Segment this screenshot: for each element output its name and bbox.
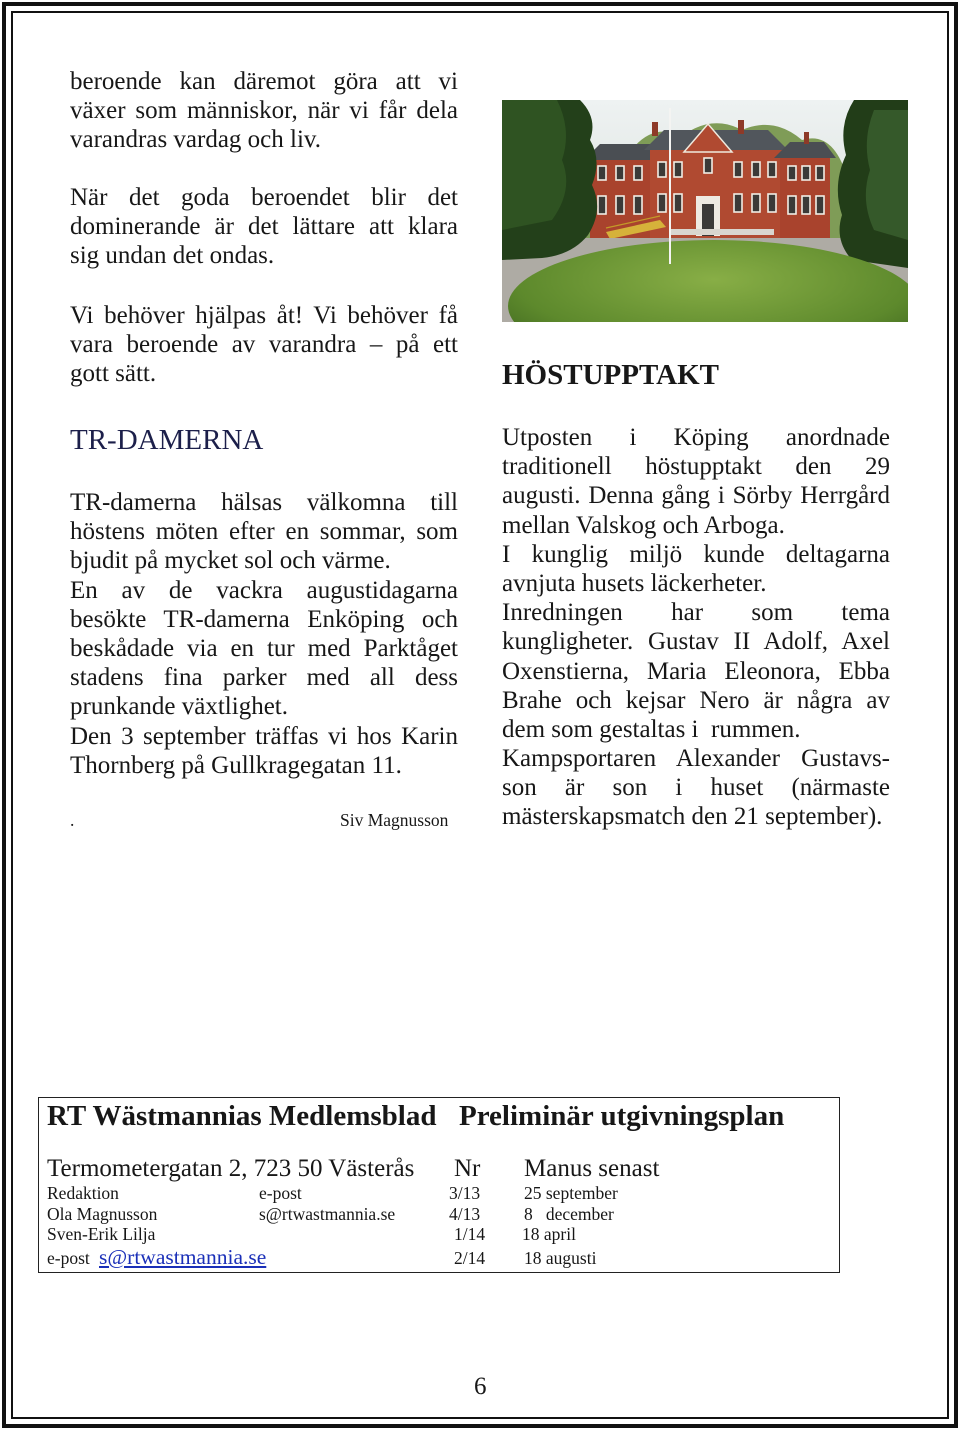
email-link[interactable]: s@rtwastmannia.se [99, 1245, 267, 1269]
plan-row-nr: 4/13 [449, 1204, 481, 1224]
plan-row-label: Sven-Erik Lilja [47, 1224, 156, 1244]
text-line: vara beroende av varandra – på ett [70, 331, 458, 359]
intro-paragraph [70, 183, 458, 271]
plan-row-label: Redaktion [47, 1183, 119, 1203]
text-line: augusti. Denna gång i Sörby Herrgård [502, 482, 890, 510]
plan-title: RT Wästmannias Medlemsblad [47, 1100, 437, 1132]
hostupptakt-article [502, 423, 890, 832]
plan-row [39, 1183, 839, 1204]
text-line: Inredningen har som tema [502, 599, 890, 627]
text-line: växer som människor, när vi får dela [70, 97, 458, 125]
intro-paragraph [70, 301, 458, 389]
text-line: kungligheter. Gustav II Adolf, Axel [502, 628, 890, 656]
signature-mark: . [70, 810, 75, 830]
plan-row-label: e-post [47, 1248, 90, 1268]
text-line: Den 3 september träffas vi hos Karin [70, 722, 458, 750]
page-number: 6 [474, 1373, 487, 1400]
intro-paragraph [70, 67, 458, 155]
text-line: Vi behöver hjälpas åt! Vi behöver få [70, 302, 458, 329]
text-line: Utposten i Köping anordnade [502, 424, 890, 451]
plan-row-nr: 2/14 [454, 1248, 486, 1268]
text-line: TR-damerna hälsas välkomna till [70, 489, 458, 516]
text-line: varandras vardag och liv. [70, 126, 322, 154]
text-line: beroende kan däremot göra att vi [70, 68, 458, 95]
plan-row-deadline: 18 april [522, 1224, 576, 1244]
section-heading-hostupptakt: HÖSTUPPTAKT [502, 359, 719, 391]
text-line: höstens möten efter en sommar, som [70, 518, 458, 546]
text-line: sig undan det ondas. [70, 242, 275, 270]
text-line: När det goda beroendet blir det [70, 184, 458, 211]
text-line: Brahe och kejsar Nero är några av [502, 686, 890, 714]
plan-row [39, 1245, 839, 1269]
text-line: gott sätt. [70, 360, 157, 388]
plan-address: Termometergatan 2, 723 50 Västerås [47, 1155, 415, 1182]
text-line: bjudit på mycket sol och värme. [70, 547, 391, 575]
plan-row-deadline: 8 december [524, 1204, 614, 1224]
plan-row [39, 1204, 839, 1225]
text-line: prunkande växtlighet. [70, 693, 288, 721]
text-line: En av de vackra augustidagarna [70, 576, 458, 604]
plan-row-nr: 1/14 [454, 1224, 486, 1244]
tr-damerna-article [70, 488, 458, 780]
plan-row-deadline: 18 augusti [524, 1248, 597, 1268]
plan-subtitle: Preliminär utgivningsplan [459, 1100, 785, 1132]
text-line: stadens fina parker med all dess [70, 664, 458, 692]
plan-row-label: Ola Magnusson [47, 1204, 158, 1224]
text-line: Oxenstierna, Maria Eleonora, Ebba [502, 657, 890, 685]
plan-row-contact: s@rtwastmannia.se [259, 1204, 396, 1224]
text-line: son är son i huset (närmaste [502, 774, 890, 802]
text-line: Thornberg på Gullkragegatan 11. [70, 751, 402, 779]
signature-name: Siv Magnusson [340, 810, 449, 830]
plan-row [39, 1224, 839, 1245]
plan-nr-header: Nr [454, 1155, 481, 1182]
text-line: dominerande är det lättare att klara [70, 213, 458, 241]
manor-house-photo [502, 100, 908, 322]
text-line: avnjuta husets läckerheter. [502, 569, 767, 597]
text-line: mellan Valskog och Arboga. [502, 511, 785, 539]
plan-row-contact: e-post [259, 1183, 302, 1203]
text-line: beskådade via en tur med Parktåget [70, 634, 458, 662]
section-heading-tr-damerna: TR-DAMERNA [70, 424, 264, 456]
publishing-plan-box [38, 1097, 840, 1273]
photo-trees-right [838, 100, 908, 268]
photo-trees-left [502, 100, 597, 260]
text-line: mästerskapsmatch den 21 september). [502, 803, 883, 831]
plan-deadline-header: Manus senast [524, 1155, 660, 1182]
text-line: besökte TR-damerna Enköping och [70, 605, 458, 633]
signature [70, 809, 458, 831]
plan-row-deadline: 25 september [524, 1183, 618, 1203]
text-line: dem som gestaltas i rummen. [502, 715, 801, 743]
plan-row-nr: 3/13 [449, 1183, 481, 1203]
text-line: Kampsportaren Alexander Gustavs- [502, 745, 890, 773]
text-line: I kunglig miljö kunde deltagarna [502, 540, 890, 568]
text-line: traditionell höstupptakt den 29 [502, 453, 890, 481]
